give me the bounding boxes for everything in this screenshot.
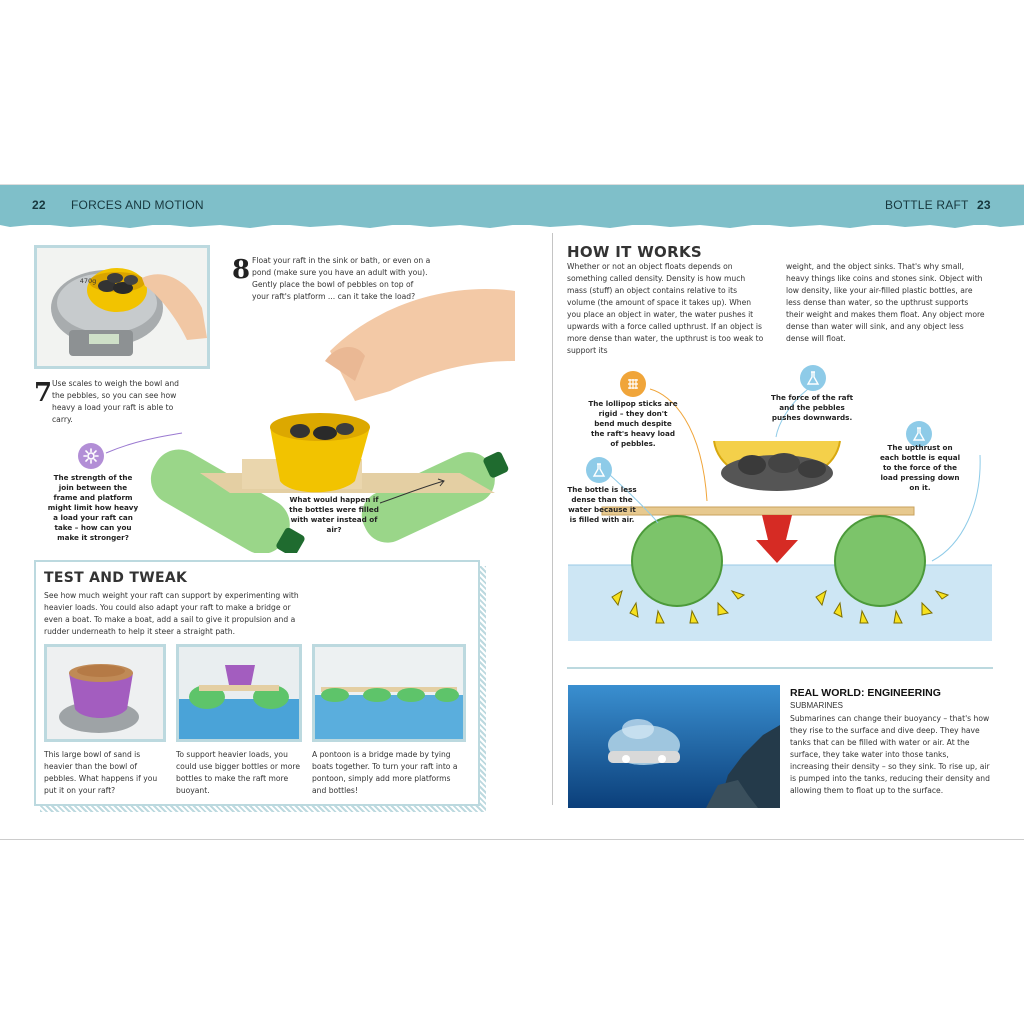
pontoon-photo xyxy=(312,644,466,742)
step-7-text: Use scales to weigh the bowl and the pebbles, so you can see how heavy a load your raft is able to carry. xyxy=(52,379,179,424)
real-world-subtitle: SUBMARINES xyxy=(790,701,843,710)
how-it-works-title: HOW IT WORKS xyxy=(567,243,702,261)
real-world-text: Submarines can change their buoyancy – that's how they rise to the surface and dive deep. They have tanks that can be filled with water or air. At the surface, they take water into those tanks, increasing their density – so they sink. To rise up, air is pumped into the tanks, reducing their density and allowing them to float up to the surface. xyxy=(790,714,990,795)
scale-readout: 470g xyxy=(79,277,97,285)
flask-icon xyxy=(800,365,826,391)
bottle-callout: The bottle is less dense than the water because it is filled with air. xyxy=(567,485,637,524)
gear-icon xyxy=(78,443,104,469)
right-page-number: 23 xyxy=(977,198,991,212)
bigger-bottles-photo xyxy=(176,644,302,742)
join-leader-line xyxy=(104,429,184,459)
page-gutter xyxy=(552,233,553,805)
caption-pontoon: A pontoon is a bridge made by tying boats together. To turn your raft into a pontoon, simply add more platforms and bottles! xyxy=(312,750,458,795)
right-running-title: BOTTLE RAFT xyxy=(885,198,969,212)
lollipop-sticks-icon xyxy=(620,371,646,397)
section-divider xyxy=(567,667,993,669)
real-world-title: REAL WORLD: ENGINEERING xyxy=(790,687,941,699)
test-tweak-title: TEST AND TWEAK xyxy=(44,570,188,586)
how-it-works-col2: weight, and the object sinks. That's why small, heavy things like coins and stones sink. Object with low density, like your air-filled plastic bottles, are less dense than water, so the upthrust supports their weight and makes them float. Any object more dense than water will sink, and any object less dense will float. xyxy=(786,262,985,343)
sand-bowl-photo xyxy=(44,644,166,742)
join-callout: The strength of the join between the frame and platform might limit how heavy a load your raft can take – how can you make it stronger? xyxy=(47,473,139,542)
left-running-title: FORCES AND MOTION xyxy=(71,198,204,212)
how-it-works-col1: Whether or not an object floats depends on something called density. Density is how much mass (stuff) an object contains relative to its volume (the amount of space it takes up). When you place an object in water, the water pushes it upwards with a force called upthrust. If an object is more dense than water, the upthrust is too weak to support its xyxy=(567,262,764,355)
book-spread xyxy=(0,184,1024,840)
test-tweak-text: See how much weight your raft can support by experimenting with heavier loads. You could also adapt your raft to make a bridge or even a boat. To make a boat, add a sail to give it propulsion and a rudder underneath to help it steer a straight path. xyxy=(44,591,299,636)
caption-sand-bowl: This large bowl of sand is heavier than the bowl of pebbles. What happens if you put it on your raft? xyxy=(44,750,158,795)
torn-edge xyxy=(0,221,1024,231)
flask-icon xyxy=(586,457,612,483)
step-8-text: Float your raft in the sink or bath, or even on a pond (make sure you have an adult with you). Gently place the bowl of pebbles on top of your raft's platform ... can it take the load? xyxy=(252,256,431,301)
submarine-photo xyxy=(568,685,780,808)
sticks-callout: The lollipop sticks are rigid – they don't bend much despite the raft's heavy load of pebbles. xyxy=(588,399,678,448)
step-8-number: 8 xyxy=(232,255,251,285)
water-leader-line xyxy=(378,477,448,507)
step-7-number: 7 xyxy=(34,378,53,408)
left-page-number: 22 xyxy=(32,198,46,212)
force-callout: The force of the raft and the pebbles pushes downwards. xyxy=(770,393,854,422)
caption-bigger-bottles: To support heavier loads, you could use bigger bottles or more bottles to make the raft more buoyant. xyxy=(176,750,301,795)
upthrust-callout: The upthrust on each bottle is equal to the force of the load pressing down on it. xyxy=(879,443,961,492)
water-callout: What would happen if the bottles were filled with water instead of air? xyxy=(289,495,379,534)
